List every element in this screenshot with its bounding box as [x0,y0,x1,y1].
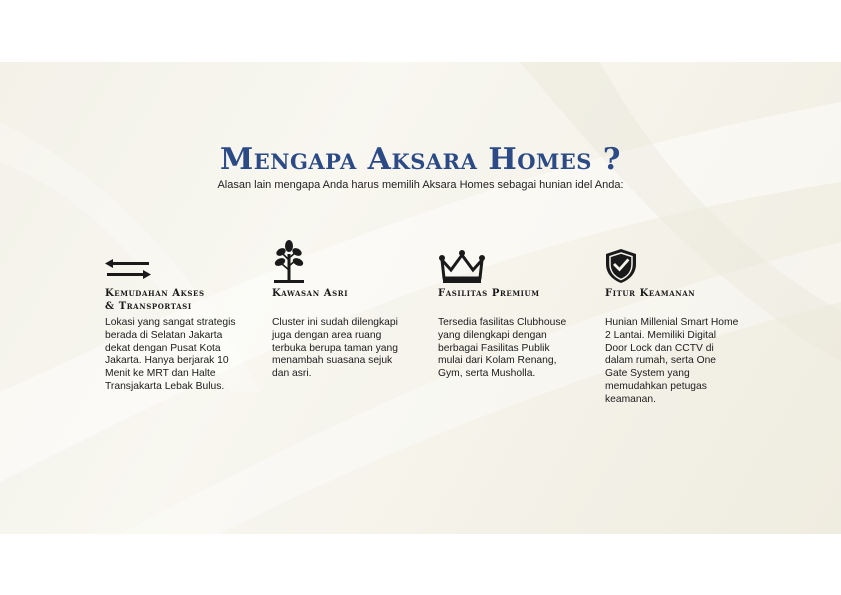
feature-card-security [605,238,755,407]
feature-card-premium-facilities [438,238,588,381]
crown-icon [438,238,588,284]
feature-description: Tersedia fasilitas Clubhouse yang dilengkapi dengan berbagai Fasilitas Publik mulai dari Kolam Renang, Gym, serta Musholla. [438,317,567,380]
page-subtitle: Alasan lain mengapa Anda harus memilih Aksara Homes sebagai hunian idel Anda: [217,179,624,191]
tree-icon [272,238,422,284]
shield-check-icon [605,238,755,284]
feature-card-access [105,238,255,394]
feature-title: Kemudahan Akses & Transportasi [105,288,205,312]
feature-title: Fitur Keamanan [605,288,696,299]
feature-card-green-area [272,238,422,381]
feature-description: Cluster ini sudah dilengkapi juga dengan area ruang terbuka berupa taman yang menambah suasana sejuk dan asri. [272,317,398,380]
feature-description: Lokasi yang sangat strategis berada di Selatan Jakarta dekat dengan Pusat Kota Jakarta. Hanya berjarak 10 Menit ke MRT dan Halte Transjakarta Lebak Bulus. [105,317,236,392]
arrows-transfer-icon [105,238,255,284]
feature-title: Kawasan Asri [272,288,349,299]
page-title: Mengapa Aksara Homes ? [220,142,621,177]
feature-title: Fasilitas Premium [438,288,540,299]
feature-description: Hunian Millenial Smart Home 2 Lantai. Memiliki Digital Door Lock dan CCTV di dalam rumah, serta One Gate System yang memudahkan petugas keamanan. [605,317,739,405]
